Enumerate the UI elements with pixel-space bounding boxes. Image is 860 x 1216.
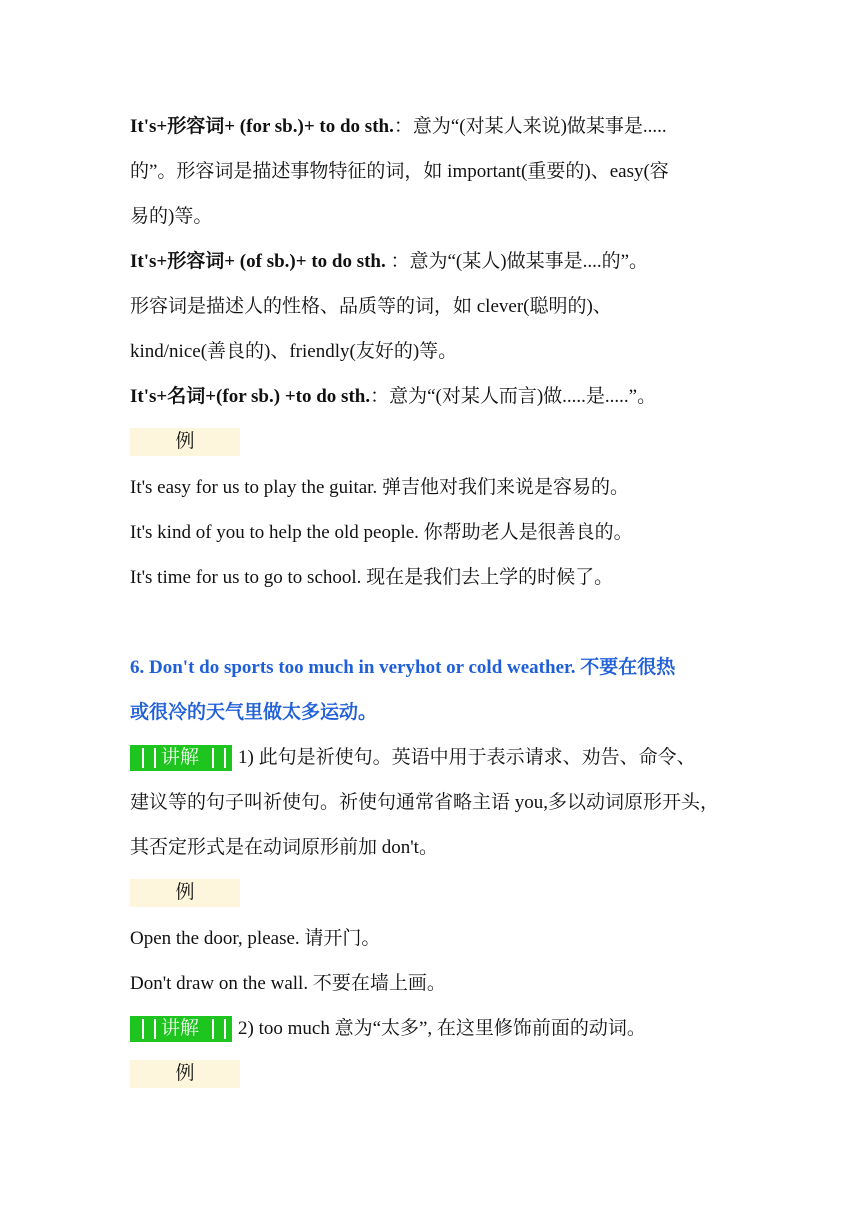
rule-of-sb-formula: It's+形容词+ (of sb.)+ to do sth.	[130, 251, 386, 272]
explain-1-text-end: 其否定形式是在动词原形前加 don't。	[130, 837, 438, 858]
tag-divider	[224, 1019, 226, 1039]
example-tag: 例	[130, 1060, 240, 1088]
rule-of-sb-desc-end: kind/nice(善良的)、friendly(友好的)等。	[130, 341, 458, 362]
example-sentence: It's kind of you to help the old people. 你帮助老人是很善良的。	[130, 522, 633, 543]
explain-tag-label: 讲解	[161, 1018, 200, 1039]
explain-tag	[130, 1016, 232, 1042]
rule-for-sb-formula: It's+形容词+ (for sb.)+ to do sth.	[130, 116, 394, 137]
example-sentence: Don't draw on the wall. 不要在墙上画。	[130, 973, 446, 994]
tag-divider	[212, 1019, 214, 1039]
section-6-heading: 6. Don't do sports too much in veryhot or cold weather. 不要在很热	[130, 657, 676, 678]
tag-divider	[154, 1019, 156, 1039]
tag-divider	[224, 748, 226, 768]
explain-tag	[130, 745, 232, 771]
rule-of-sb-desc: 形容词是描述人的性格、品质等的词，如 clever(聪明的)、	[130, 296, 612, 317]
tag-divider	[142, 748, 144, 768]
example-tag: 例	[130, 879, 240, 907]
example-sentence: It's easy for us to play the guitar. 弹吉他对我们来说是容易的。	[130, 477, 629, 498]
explain-2-text: 2) too much 意为“太多”, 在这里修饰前面的动词。	[238, 1018, 646, 1039]
explain-tag-label: 讲解	[161, 747, 200, 768]
tag-divider	[212, 748, 214, 768]
example-tag: 例	[130, 428, 240, 456]
explain-1-text-cont: 建议等的句子叫祈使句。祈使句通常省略主语 you,多以动词原形开头，	[130, 792, 720, 813]
tag-divider	[142, 1019, 144, 1039]
explain-1-text: 1) 此句是祈使句。英语中用于表示请求、劝告、命令、	[238, 747, 696, 768]
rule-of-sb	[130, 248, 648, 276]
rule-noun-formula: It's+名词+(for sb.) +to do sth.	[130, 386, 371, 407]
rule-for-sb-meaning: ：意为“(对某人来说)做某事是.....	[393, 116, 667, 137]
rule-for-sb-desc: 的”。形容词是描述事物特征的词，如 important(重要的)、easy(容	[130, 161, 669, 182]
tag-divider	[154, 748, 156, 768]
rule-noun	[130, 383, 656, 411]
section-6-heading-cont: 或很冷的天气里做太多运动。	[130, 702, 378, 723]
rule-for-sb	[130, 113, 667, 141]
example-sentence: Open the door, please. 请开门。	[130, 928, 381, 949]
rule-for-sb-desc-end: 易的)等。	[130, 206, 213, 227]
rule-of-sb-meaning: ：意为“(某人)做某事是....的”。	[385, 251, 649, 272]
rule-noun-meaning: ：意为“(对某人而言)做.....是.....”。	[370, 386, 657, 407]
example-sentence: It's time for us to go to school. 现在是我们去上学的时候了。	[130, 567, 614, 588]
